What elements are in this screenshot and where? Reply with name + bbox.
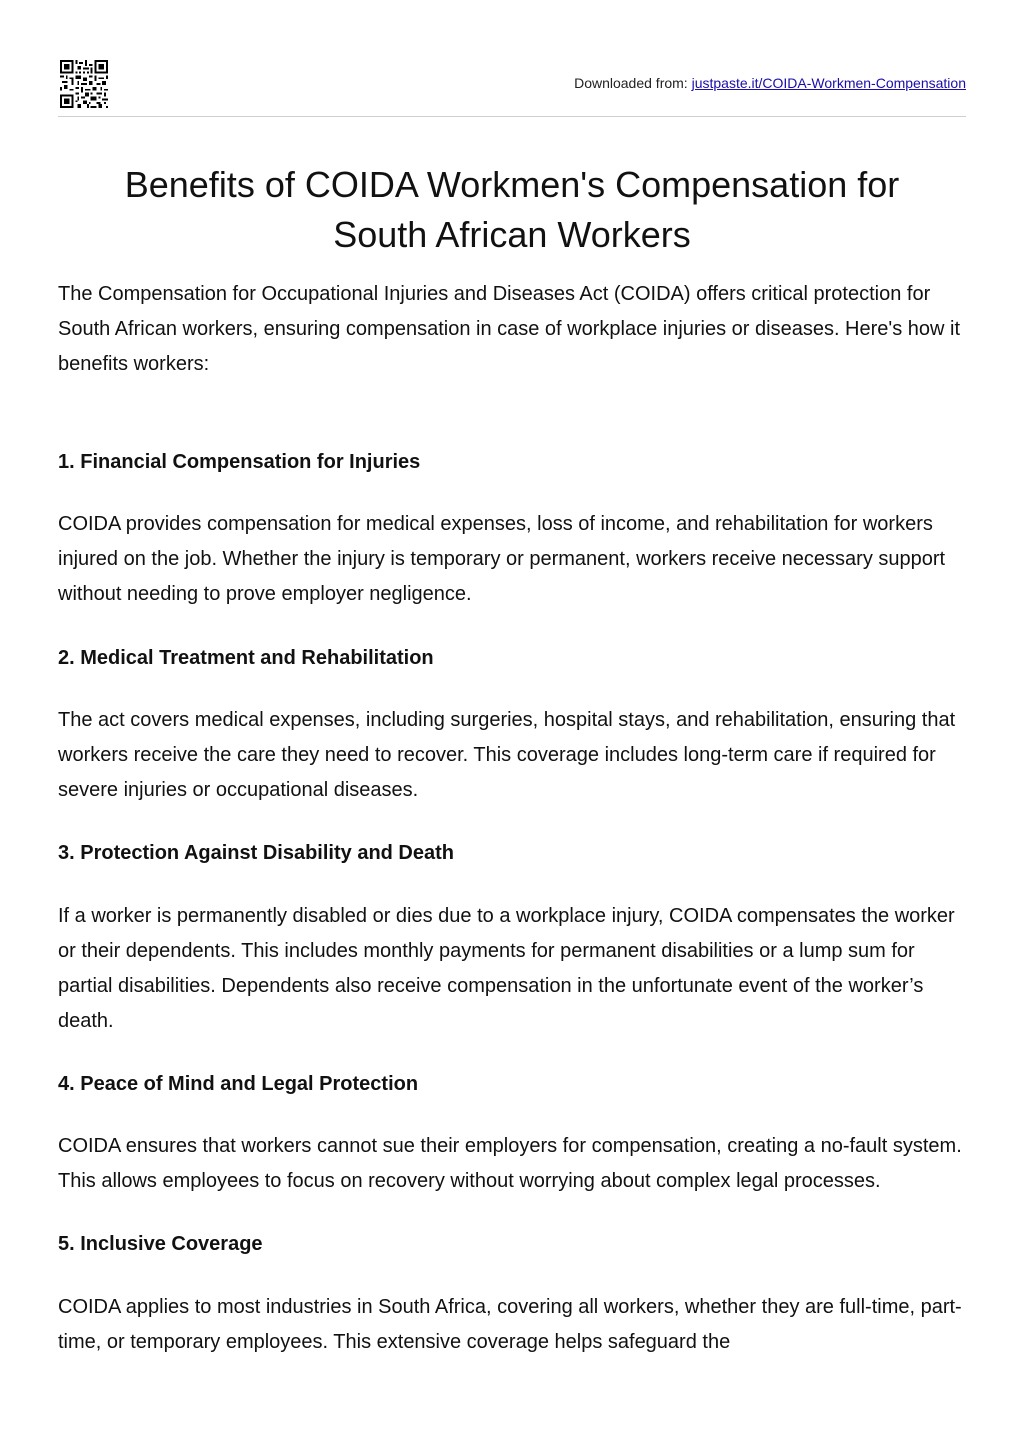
downloaded-from [574, 75, 966, 91]
title-line-1: Benefits of COIDA Workmen's Compensation for [124, 164, 900, 205]
section-heading: 4. Peace of Mind and Legal Protection [58, 1073, 419, 1095]
source-link[interactable]: justpaste.it/COIDA-Workmen-Compensation [691, 75, 966, 91]
section-heading: 3. Protection Against Disability and Death [58, 842, 454, 864]
section-paragraph: COIDA ensures that workers cannot sue their employers for compensation, creating a no-fault system. This allows employees to focus on recovery without worrying about complex legal processes. [58, 1135, 962, 1192]
page-header [58, 60, 966, 117]
section-heading: 5. Inclusive Coverage [58, 1233, 263, 1255]
document-body [58, 277, 968, 1360]
section-heading: 1. Financial Compensation for Injuries [58, 451, 421, 473]
section-heading: 2. Medical Treatment and Rehabilitation [58, 647, 434, 669]
section-paragraph: COIDA provides compensation for medical expenses, loss of income, and rehabilitation for workers injured on the job. Whether the injury is temporary or permanent, workers receive necessary support without needing to prove employer negligence. [58, 513, 946, 605]
downloaded-label: Downloaded from: [574, 75, 692, 91]
page-title [58, 160, 966, 260]
qr-code-icon [60, 60, 108, 108]
section-paragraph: The act covers medical expenses, including surgeries, hospital stays, and rehabilitation, ensuring that workers receive the care they need to recover. This coverage includes long-term care if required for severe injuries or occupational diseases. [58, 709, 956, 801]
section-paragraph: If a worker is permanently disabled or dies due to a workplace injury, COIDA compensates the worker or their dependents. This includes monthly payments for permanent disabilities or a lump sum for partial disabilities. Dependents also receive compensation in the unfortunate event of the worker’s death. [58, 905, 955, 1032]
section-paragraph: COIDA applies to most industries in South Africa, covering all workers, whether they are full-time, part-time, or temporary employees. This extensive coverage helps safeguard the [58, 1296, 962, 1353]
title-line-2: South African Workers [333, 214, 691, 255]
intro-paragraph: The Compensation for Occupational Injuries and Diseases Act (COIDA) offers critical protection for South African workers, ensuring compensation in case of workplace injuries or diseases. Here's how it benefits workers: [58, 283, 961, 375]
